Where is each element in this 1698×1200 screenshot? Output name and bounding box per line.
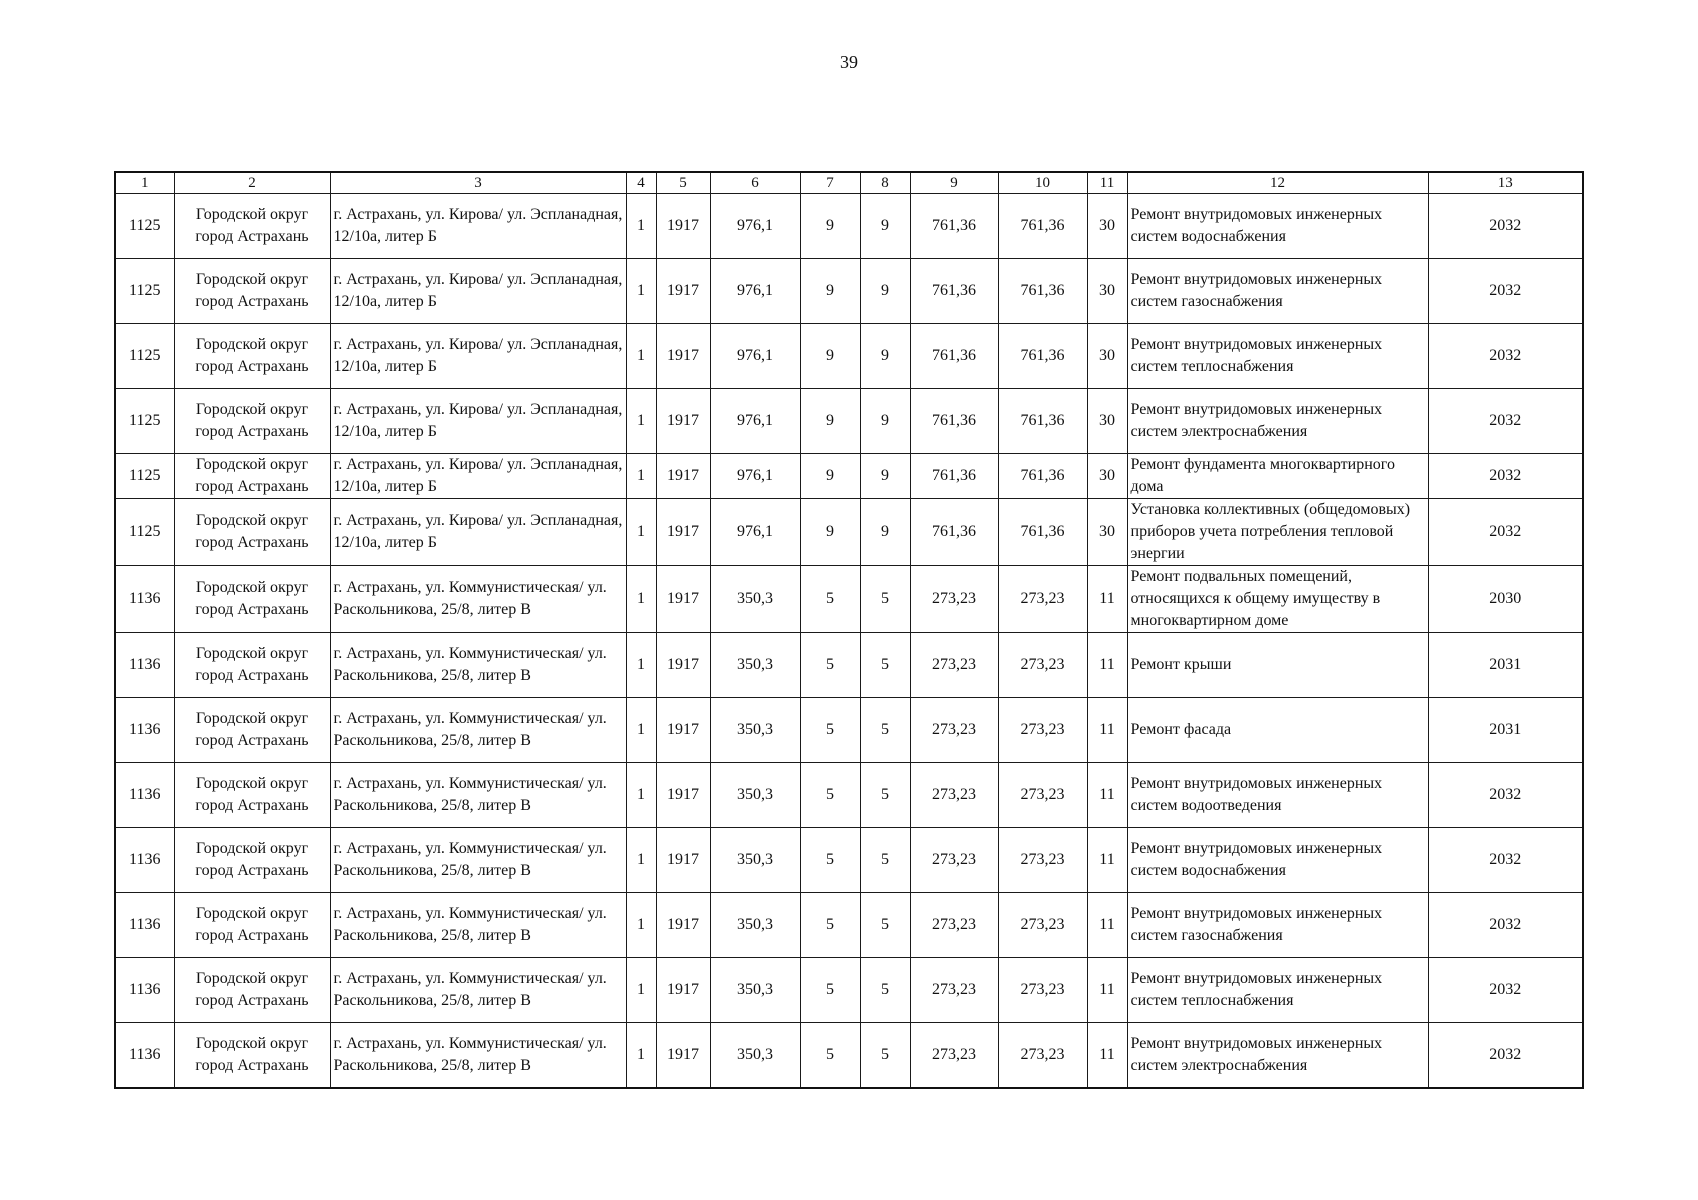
cell-col-7: 5 bbox=[800, 566, 860, 633]
cell-object-number: 1125 bbox=[115, 389, 174, 454]
cell-col-8: 9 bbox=[860, 194, 910, 259]
cell-build-year: 1917 bbox=[656, 698, 710, 763]
table-row bbox=[115, 1023, 1583, 1089]
cell-build-year: 1917 bbox=[656, 763, 710, 828]
cell-col-11: 11 bbox=[1087, 828, 1127, 893]
cell-address: г. Астрахань, ул. Кирова/ ул. Эспланадная, 12/10а, литер Б bbox=[330, 194, 626, 259]
cell-col-9: 761,36 bbox=[910, 499, 998, 566]
cell-col-8: 9 bbox=[860, 324, 910, 389]
cell-municipality: Городской округ город Астрахань bbox=[174, 698, 330, 763]
cell-area: 350,3 bbox=[710, 763, 800, 828]
cell-col-10: 761,36 bbox=[998, 259, 1087, 324]
table-row bbox=[115, 389, 1583, 454]
cell-object-number: 1136 bbox=[115, 763, 174, 828]
cell-col-8: 5 bbox=[860, 828, 910, 893]
cell-col-7: 9 bbox=[800, 194, 860, 259]
cell-work-type: Ремонт подвальных помещений, относящихся к общему имуществу в многоквартирном доме bbox=[1127, 566, 1428, 633]
cell-col-8: 5 bbox=[860, 566, 910, 633]
cell-planned-year: 2032 bbox=[1428, 454, 1583, 499]
page-number: 39 bbox=[840, 52, 858, 72]
cell-address: г. Астрахань, ул. Коммунистическая/ ул. Раскольникова, 25/8, литер В bbox=[330, 633, 626, 698]
cell-col-10: 273,23 bbox=[998, 893, 1087, 958]
cell-build-year: 1917 bbox=[656, 566, 710, 633]
cell-col-4: 1 bbox=[626, 324, 656, 389]
cell-build-year: 1917 bbox=[656, 633, 710, 698]
table-row bbox=[115, 763, 1583, 828]
cell-planned-year: 2032 bbox=[1428, 828, 1583, 893]
cell-col-8: 5 bbox=[860, 698, 910, 763]
cell-planned-year: 2032 bbox=[1428, 499, 1583, 566]
cell-work-type: Ремонт внутридомовых инженерных систем электроснабжения bbox=[1127, 1023, 1428, 1089]
cell-municipality: Городской округ город Астрахань bbox=[174, 259, 330, 324]
table-row bbox=[115, 958, 1583, 1023]
table-row bbox=[115, 324, 1583, 389]
cell-col-7: 5 bbox=[800, 763, 860, 828]
cell-col-11: 11 bbox=[1087, 1023, 1127, 1089]
table-row bbox=[115, 698, 1583, 763]
cell-work-type: Ремонт внутридомовых инженерных систем теплоснабжения bbox=[1127, 324, 1428, 389]
cell-area: 350,3 bbox=[710, 566, 800, 633]
cell-planned-year: 2032 bbox=[1428, 259, 1583, 324]
table-row bbox=[115, 893, 1583, 958]
cell-address: г. Астрахань, ул. Кирова/ ул. Эспланадная, 12/10а, литер Б bbox=[330, 389, 626, 454]
cell-area: 976,1 bbox=[710, 259, 800, 324]
cell-municipality: Городской округ город Астрахань bbox=[174, 828, 330, 893]
cell-col-10: 273,23 bbox=[998, 633, 1087, 698]
cell-municipality: Городской округ город Астрахань bbox=[174, 499, 330, 566]
cell-object-number: 1125 bbox=[115, 259, 174, 324]
cell-address: г. Астрахань, ул. Коммунистическая/ ул. Раскольникова, 25/8, литер В bbox=[330, 893, 626, 958]
cell-address: г. Астрахань, ул. Коммунистическая/ ул. Раскольникова, 25/8, литер В bbox=[330, 1023, 626, 1089]
cell-build-year: 1917 bbox=[656, 454, 710, 499]
cell-address: г. Астрахань, ул. Коммунистическая/ ул. Раскольникова, 25/8, литер В bbox=[330, 828, 626, 893]
column-header-5: 5 bbox=[656, 172, 710, 194]
cell-object-number: 1136 bbox=[115, 566, 174, 633]
cell-work-type: Ремонт внутридомовых инженерных систем водоснабжения bbox=[1127, 194, 1428, 259]
cell-col-10: 761,36 bbox=[998, 194, 1087, 259]
cell-col-8: 5 bbox=[860, 958, 910, 1023]
cell-col-9: 273,23 bbox=[910, 566, 998, 633]
cell-col-8: 9 bbox=[860, 259, 910, 324]
cell-build-year: 1917 bbox=[656, 389, 710, 454]
cell-object-number: 1125 bbox=[115, 454, 174, 499]
cell-object-number: 1136 bbox=[115, 893, 174, 958]
column-header-2: 2 bbox=[174, 172, 330, 194]
cell-col-8: 9 bbox=[860, 499, 910, 566]
cell-area: 350,3 bbox=[710, 958, 800, 1023]
cell-col-10: 761,36 bbox=[998, 454, 1087, 499]
column-header-7: 7 bbox=[800, 172, 860, 194]
cell-col-10: 761,36 bbox=[998, 324, 1087, 389]
column-header-11: 11 bbox=[1087, 172, 1127, 194]
cell-build-year: 1917 bbox=[656, 194, 710, 259]
column-header-12: 12 bbox=[1127, 172, 1428, 194]
cell-object-number: 1136 bbox=[115, 633, 174, 698]
cell-col-7: 5 bbox=[800, 698, 860, 763]
column-header-3: 3 bbox=[330, 172, 626, 194]
cell-planned-year: 2032 bbox=[1428, 324, 1583, 389]
cell-planned-year: 2032 bbox=[1428, 1023, 1583, 1089]
table-row bbox=[115, 454, 1583, 499]
cell-work-type: Ремонт внутридомовых инженерных систем водоснабжения bbox=[1127, 828, 1428, 893]
cell-object-number: 1136 bbox=[115, 828, 174, 893]
cell-col-9: 273,23 bbox=[910, 893, 998, 958]
cell-col-9: 761,36 bbox=[910, 259, 998, 324]
cell-area: 976,1 bbox=[710, 454, 800, 499]
cell-work-type: Ремонт внутридомовых инженерных систем теплоснабжения bbox=[1127, 958, 1428, 1023]
cell-col-7: 9 bbox=[800, 454, 860, 499]
cell-col-7: 9 bbox=[800, 389, 860, 454]
cell-col-9: 761,36 bbox=[910, 324, 998, 389]
cell-municipality: Городской округ город Астрахань bbox=[174, 893, 330, 958]
cell-col-10: 761,36 bbox=[998, 389, 1087, 454]
cell-address: г. Астрахань, ул. Коммунистическая/ ул. Раскольникова, 25/8, литер В bbox=[330, 566, 626, 633]
cell-col-11: 11 bbox=[1087, 633, 1127, 698]
cell-col-8: 5 bbox=[860, 763, 910, 828]
cell-col-9: 273,23 bbox=[910, 698, 998, 763]
table-body bbox=[115, 194, 1583, 1089]
cell-work-type: Ремонт крыши bbox=[1127, 633, 1428, 698]
cell-municipality: Городской округ город Астрахань bbox=[174, 194, 330, 259]
table-row bbox=[115, 828, 1583, 893]
cell-build-year: 1917 bbox=[656, 1023, 710, 1089]
column-header-8: 8 bbox=[860, 172, 910, 194]
cell-col-7: 5 bbox=[800, 893, 860, 958]
cell-col-11: 11 bbox=[1087, 958, 1127, 1023]
column-header-1: 1 bbox=[115, 172, 174, 194]
cell-build-year: 1917 bbox=[656, 828, 710, 893]
cell-col-8: 5 bbox=[860, 633, 910, 698]
cell-planned-year: 2031 bbox=[1428, 633, 1583, 698]
column-header-4: 4 bbox=[626, 172, 656, 194]
cell-municipality: Городской округ город Астрахань bbox=[174, 958, 330, 1023]
cell-col-11: 11 bbox=[1087, 698, 1127, 763]
cell-work-type: Установка коллективных (общедомовых) приборов учета потребления тепловой энергии bbox=[1127, 499, 1428, 566]
cell-planned-year: 2031 bbox=[1428, 698, 1583, 763]
cell-col-9: 761,36 bbox=[910, 454, 998, 499]
cell-col-11: 11 bbox=[1087, 566, 1127, 633]
cell-col-4: 1 bbox=[626, 763, 656, 828]
cell-work-type: Ремонт внутридомовых инженерных систем электроснабжения bbox=[1127, 389, 1428, 454]
cell-col-4: 1 bbox=[626, 1023, 656, 1089]
cell-municipality: Городской округ город Астрахань bbox=[174, 454, 330, 499]
cell-municipality: Городской округ город Астрахань bbox=[174, 566, 330, 633]
cell-work-type: Ремонт фасада bbox=[1127, 698, 1428, 763]
cell-municipality: Городской округ город Астрахань bbox=[174, 324, 330, 389]
cell-col-10: 273,23 bbox=[998, 566, 1087, 633]
cell-col-11: 11 bbox=[1087, 763, 1127, 828]
cell-col-4: 1 bbox=[626, 194, 656, 259]
cell-col-7: 5 bbox=[800, 828, 860, 893]
cell-col-11: 30 bbox=[1087, 454, 1127, 499]
cell-build-year: 1917 bbox=[656, 958, 710, 1023]
cell-address: г. Астрахань, ул. Коммунистическая/ ул. Раскольникова, 25/8, литер В bbox=[330, 698, 626, 763]
cell-planned-year: 2032 bbox=[1428, 763, 1583, 828]
table-row bbox=[115, 259, 1583, 324]
cell-col-10: 273,23 bbox=[998, 1023, 1087, 1089]
cell-build-year: 1917 bbox=[656, 499, 710, 566]
cell-object-number: 1136 bbox=[115, 1023, 174, 1089]
cell-col-7: 5 bbox=[800, 633, 860, 698]
table-row bbox=[115, 499, 1583, 566]
cell-object-number: 1125 bbox=[115, 499, 174, 566]
cell-planned-year: 2032 bbox=[1428, 958, 1583, 1023]
cell-col-8: 5 bbox=[860, 893, 910, 958]
cell-address: г. Астрахань, ул. Коммунистическая/ ул. Раскольникова, 25/8, литер В bbox=[330, 763, 626, 828]
cell-col-10: 273,23 bbox=[998, 763, 1087, 828]
column-header-13: 13 bbox=[1428, 172, 1583, 194]
cell-col-11: 30 bbox=[1087, 194, 1127, 259]
cell-build-year: 1917 bbox=[656, 324, 710, 389]
cell-col-4: 1 bbox=[626, 454, 656, 499]
cell-col-7: 5 bbox=[800, 1023, 860, 1089]
table-header bbox=[115, 172, 1583, 194]
cell-col-10: 273,23 bbox=[998, 958, 1087, 1023]
cell-col-4: 1 bbox=[626, 893, 656, 958]
cell-area: 976,1 bbox=[710, 194, 800, 259]
cell-col-4: 1 bbox=[626, 389, 656, 454]
cell-col-11: 11 bbox=[1087, 893, 1127, 958]
cell-area: 350,3 bbox=[710, 698, 800, 763]
cell-area: 350,3 bbox=[710, 1023, 800, 1089]
cell-col-9: 273,23 bbox=[910, 763, 998, 828]
cell-col-11: 30 bbox=[1087, 259, 1127, 324]
cell-col-4: 1 bbox=[626, 958, 656, 1023]
cell-col-10: 761,36 bbox=[998, 499, 1087, 566]
cell-area: 976,1 bbox=[710, 324, 800, 389]
cell-col-10: 273,23 bbox=[998, 828, 1087, 893]
cell-col-4: 1 bbox=[626, 499, 656, 566]
column-header-9: 9 bbox=[910, 172, 998, 194]
cell-area: 976,1 bbox=[710, 499, 800, 566]
cell-col-4: 1 bbox=[626, 828, 656, 893]
cell-col-4: 1 bbox=[626, 566, 656, 633]
cell-area: 350,3 bbox=[710, 633, 800, 698]
cell-municipality: Городской округ город Астрахань bbox=[174, 763, 330, 828]
cell-planned-year: 2030 bbox=[1428, 566, 1583, 633]
cell-municipality: Городской округ город Астрахань bbox=[174, 1023, 330, 1089]
cell-col-7: 9 bbox=[800, 324, 860, 389]
cell-col-7: 9 bbox=[800, 499, 860, 566]
cell-address: г. Астрахань, ул. Кирова/ ул. Эспланадная, 12/10а, литер Б bbox=[330, 259, 626, 324]
cell-col-11: 30 bbox=[1087, 324, 1127, 389]
cell-col-11: 30 bbox=[1087, 389, 1127, 454]
cell-col-9: 761,36 bbox=[910, 389, 998, 454]
cell-address: г. Астрахань, ул. Кирова/ ул. Эспланадная, 12/10а, литер Б bbox=[330, 454, 626, 499]
cell-area: 350,3 bbox=[710, 828, 800, 893]
cell-municipality: Городской округ город Астрахань bbox=[174, 389, 330, 454]
header-row bbox=[115, 172, 1583, 194]
cell-col-7: 9 bbox=[800, 259, 860, 324]
cell-col-10: 273,23 bbox=[998, 698, 1087, 763]
cell-object-number: 1125 bbox=[115, 324, 174, 389]
cell-planned-year: 2032 bbox=[1428, 893, 1583, 958]
column-header-6: 6 bbox=[710, 172, 800, 194]
cell-object-number: 1136 bbox=[115, 698, 174, 763]
cell-col-4: 1 bbox=[626, 633, 656, 698]
cell-col-9: 273,23 bbox=[910, 1023, 998, 1089]
cell-work-type: Ремонт фундамента многоквартирного дома bbox=[1127, 454, 1428, 499]
cell-col-7: 5 bbox=[800, 958, 860, 1023]
cell-municipality: Городской округ город Астрахань bbox=[174, 633, 330, 698]
cell-work-type: Ремонт внутридомовых инженерных систем газоснабжения bbox=[1127, 259, 1428, 324]
cell-work-type: Ремонт внутридомовых инженерных систем водоотведения bbox=[1127, 763, 1428, 828]
register-table bbox=[114, 171, 1584, 1089]
cell-col-4: 1 bbox=[626, 698, 656, 763]
table-row bbox=[115, 633, 1583, 698]
table-row bbox=[115, 566, 1583, 633]
cell-col-9: 761,36 bbox=[910, 194, 998, 259]
cell-address: г. Астрахань, ул. Коммунистическая/ ул. Раскольникова, 25/8, литер В bbox=[330, 958, 626, 1023]
column-header-10: 10 bbox=[998, 172, 1087, 194]
cell-col-11: 30 bbox=[1087, 499, 1127, 566]
cell-address: г. Астрахань, ул. Кирова/ ул. Эспланадная, 12/10а, литер Б bbox=[330, 324, 626, 389]
cell-col-8: 9 bbox=[860, 389, 910, 454]
cell-address: г. Астрахань, ул. Кирова/ ул. Эспланадная, 12/10а, литер Б bbox=[330, 499, 626, 566]
table-row bbox=[115, 194, 1583, 259]
cell-area: 976,1 bbox=[710, 389, 800, 454]
cell-col-9: 273,23 bbox=[910, 828, 998, 893]
cell-object-number: 1136 bbox=[115, 958, 174, 1023]
cell-build-year: 1917 bbox=[656, 259, 710, 324]
cell-col-9: 273,23 bbox=[910, 958, 998, 1023]
cell-area: 350,3 bbox=[710, 893, 800, 958]
cell-planned-year: 2032 bbox=[1428, 389, 1583, 454]
cell-col-4: 1 bbox=[626, 259, 656, 324]
cell-col-9: 273,23 bbox=[910, 633, 998, 698]
cell-build-year: 1917 bbox=[656, 893, 710, 958]
cell-planned-year: 2032 bbox=[1428, 194, 1583, 259]
cell-col-8: 5 bbox=[860, 1023, 910, 1089]
cell-work-type: Ремонт внутридомовых инженерных систем газоснабжения bbox=[1127, 893, 1428, 958]
cell-col-8: 9 bbox=[860, 454, 910, 499]
cell-object-number: 1125 bbox=[115, 194, 174, 259]
